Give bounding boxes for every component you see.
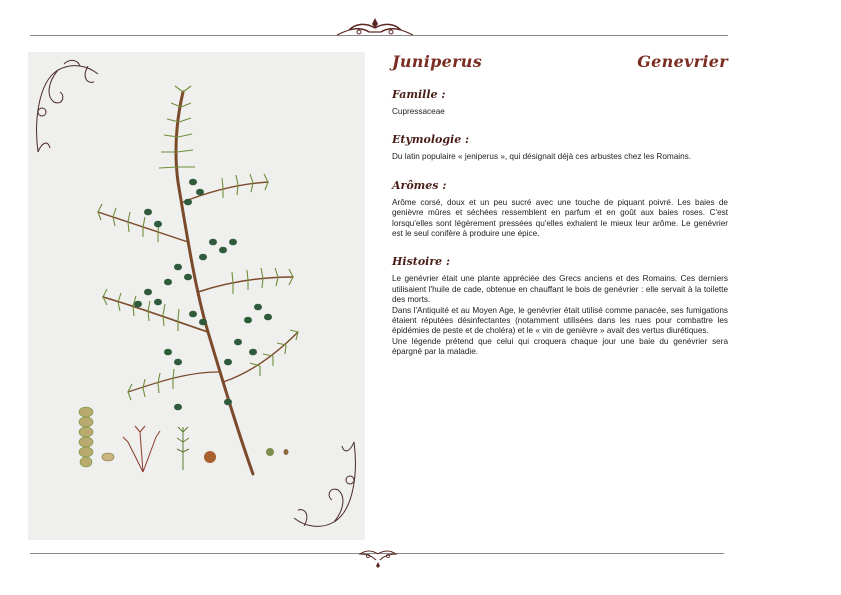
plant-description (392, 52, 728, 358)
botanical-detail-specimens (79, 407, 289, 472)
aromes-text: Arôme corsé, doux et un peu sucré avec une touche de piquant poivré. Les baies de genièvre mûres et séchées ressemblent en parfum et en goût aux baies roses. C'est lorsqu'elles sont légèrement pressées qu'elles exhalent le mieux leur arôme. Le genévrier est le seul conifère à produire une épice. (392, 197, 728, 239)
section-famille (392, 88, 728, 117)
aromes-heading: Arômes : (392, 178, 447, 192)
detail-red-sprig (123, 426, 160, 472)
famille-text: Cupressaceae (392, 107, 445, 116)
section-aromes (392, 179, 728, 240)
histoire-paragraph: Dans l'Antiquité et au Moyen Age, le genévrier était utilisé comme panacée, ses fumigations étaient réputées désinfectantes (notamment utilisées dans les rues pour combattre les épidémies de peste et de choléra) et le « vin de genièvre » avait des vertus diurétiques. (392, 305, 728, 336)
section-histoire (392, 255, 728, 357)
juniper-illustration (28, 52, 365, 540)
detail-berry-brown (204, 451, 216, 463)
section-etymologie (392, 133, 728, 162)
etymologie-text: Du latin populaire « jeniperus », qui désignait déjà ces arbustes chez les Romains. (392, 152, 692, 162)
latin-name-title: Juniperus (392, 52, 483, 71)
bottom-flourish-ornament (356, 546, 400, 568)
top-flourish-ornament (335, 14, 415, 40)
histoire-text (392, 274, 728, 357)
famille-heading: Famille : (392, 88, 446, 101)
botanical-illustration-plate (28, 52, 365, 540)
juniper-branch (98, 92, 298, 474)
corner-flourish-bottom-right (294, 442, 355, 526)
corner-flourish-top-left (37, 60, 98, 152)
juniper-foliage (98, 86, 298, 400)
detail-flower (102, 453, 114, 461)
title-row (392, 52, 728, 78)
detail-seed (284, 449, 289, 455)
common-name-title: Genevrier (637, 52, 728, 71)
juniper-berries (134, 179, 272, 411)
histoire-heading: Histoire : (392, 255, 451, 269)
etymologie-heading: Etymologie : (392, 133, 470, 147)
detail-cone-column (79, 407, 93, 467)
histoire-paragraph: Une légende prétend que celui qui croquera chaque jour une baie du genévrier sera épargné par la maladie. (392, 336, 728, 357)
detail-berry-small (266, 448, 274, 456)
histoire-paragraph: Le genévrier était une plante appréciée des Grecs anciens et des Romains. Ces derniers utilisaient l'huile de cade, obtenue en chauffant le bois de genévrier : elle servait à la toilette des morts. (392, 274, 728, 305)
detail-green-sprig (177, 427, 189, 470)
